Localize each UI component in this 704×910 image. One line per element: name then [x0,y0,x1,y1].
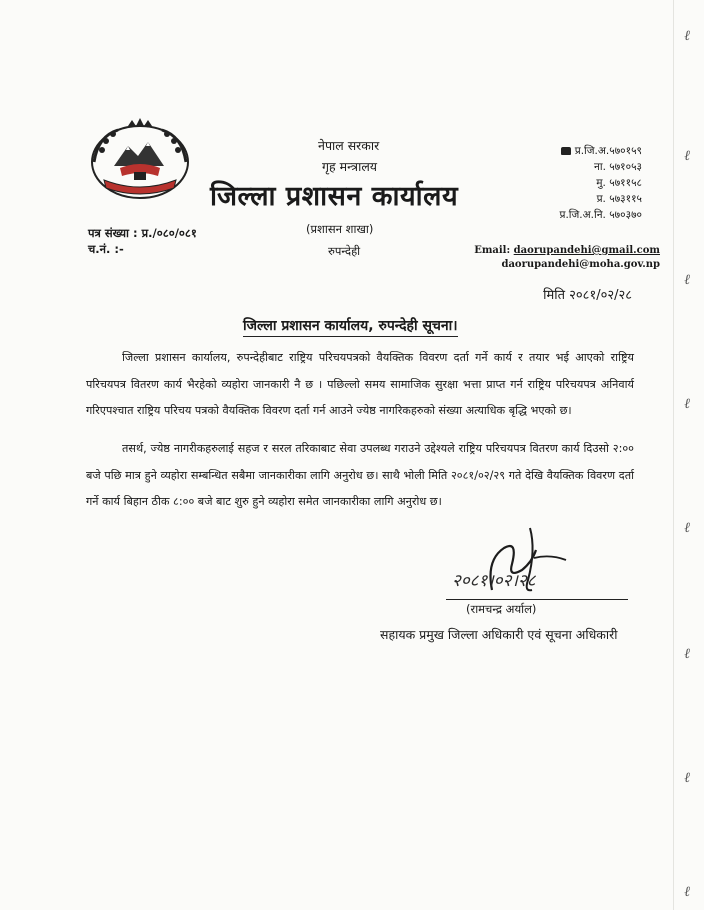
notice-date: मिति २०८१/०२/२८ [543,288,632,303]
dispatch-number: च.नं. :- [88,242,124,256]
phone-line: ना. ५७१०५३ [594,161,642,173]
margin-mark: ℓ [684,396,690,412]
margin-mark: ℓ [684,646,690,662]
email-secondary-link[interactable]: daorupandehi@moha.gov.np [501,259,660,270]
email-block [474,244,660,272]
ministry-label: गृह मन्त्रालय [322,159,378,174]
phone-line: प्र.जि.अ.५७०१५९ [559,143,642,159]
notice-paragraph-2: तसर्थ, ज्येष्ठ नागरीकहरुलाई सहज र सरल तरिकाबाट सेवा उपलब्ध गराउने उद्देश्यले राष्ट्रिय परिचयपत्र वितरण कार्य दिउसो २:०० बजे पछि मात्र हुने व्यहोरा सम्बन्धित सबैमा जानकारीका लागि अनुरोध छ। साथै भोली मिति २०८१/०२/२९ गते देखि वैयक्तिक विवरण दर्ता गर्ने कार्य बिहान ठीक ८:०० बजे बाट शुरु हुने व्यहोरा समेत जानकारीका लागि अनुरोध छ। [86,442,634,508]
phone-line: प्र. ५७३११५ [596,193,642,205]
notice-title: जिल्ला प्रशासन कार्यालय, रुपन्देही सूचना। [243,316,458,337]
margin-mark: ℓ [684,770,690,786]
margin-mark: ℓ [684,520,690,536]
letter-number: पत्र संख्या : प्र./०८०/०८१ [88,226,197,240]
phone-line: प्र.जि.अ.नि. ५७०३७० [559,209,642,221]
office-title: जिल्ला प्रशासन कार्यालय [210,181,459,212]
email-primary-link[interactable]: daorupandehi@gmail.com [513,245,660,256]
telephone-icon [561,147,571,155]
phone-line: मु. ५७११५८ [596,177,642,189]
email-label: Email: [474,245,511,256]
notice-paragraph-1: जिल्ला प्रशासन कार्यालय, रुपन्देहीबाट राष्ट्रिय परिचयपत्रको वैयक्तिक विवरण दर्ता गर्ने कार्य र तयार भई आएको राष्ट्रिय परिचयपत्र वितरण कार्य भैरहेको व्यहोरा जानकारी नै छ । पछिल्लो समय सामाजिक सुरक्षा भत्ता प्राप्त गर्न राष्ट्रिय परिचयपत्र अनिवार्य गरिएपश्चात राष्ट्रिय परिचय पत्रको वैयक्तिक विवरण दर्ता गर्न आउने ज्येष्ठ नागरिकहरुको संख्या अत्याधिक बृद्धि भएको छ। [86,351,634,417]
location-label: रुपन्देही [328,244,361,258]
margin-mark: ℓ [684,148,690,164]
signature-underline [446,599,628,600]
signatory-designation: सहायक प्रमुख जिल्ला अधिकारी एवं सूचना अधिकारी [380,627,618,642]
government-label: नेपाल सरकार [318,138,380,153]
signatory-name: (रामचन्द्र अर्याल) [466,602,537,616]
margin-mark: ℓ [684,884,690,900]
margin-mark: ℓ [684,28,690,44]
branch-label: (प्रशासन शाखा) [306,222,374,236]
signature-date: २०८१।०२।२८ [452,571,536,591]
margin-mark: ℓ [684,272,690,288]
phone-list [559,143,642,223]
nepal-coat-of-arms-icon [88,116,192,200]
binding-margin [673,0,704,910]
